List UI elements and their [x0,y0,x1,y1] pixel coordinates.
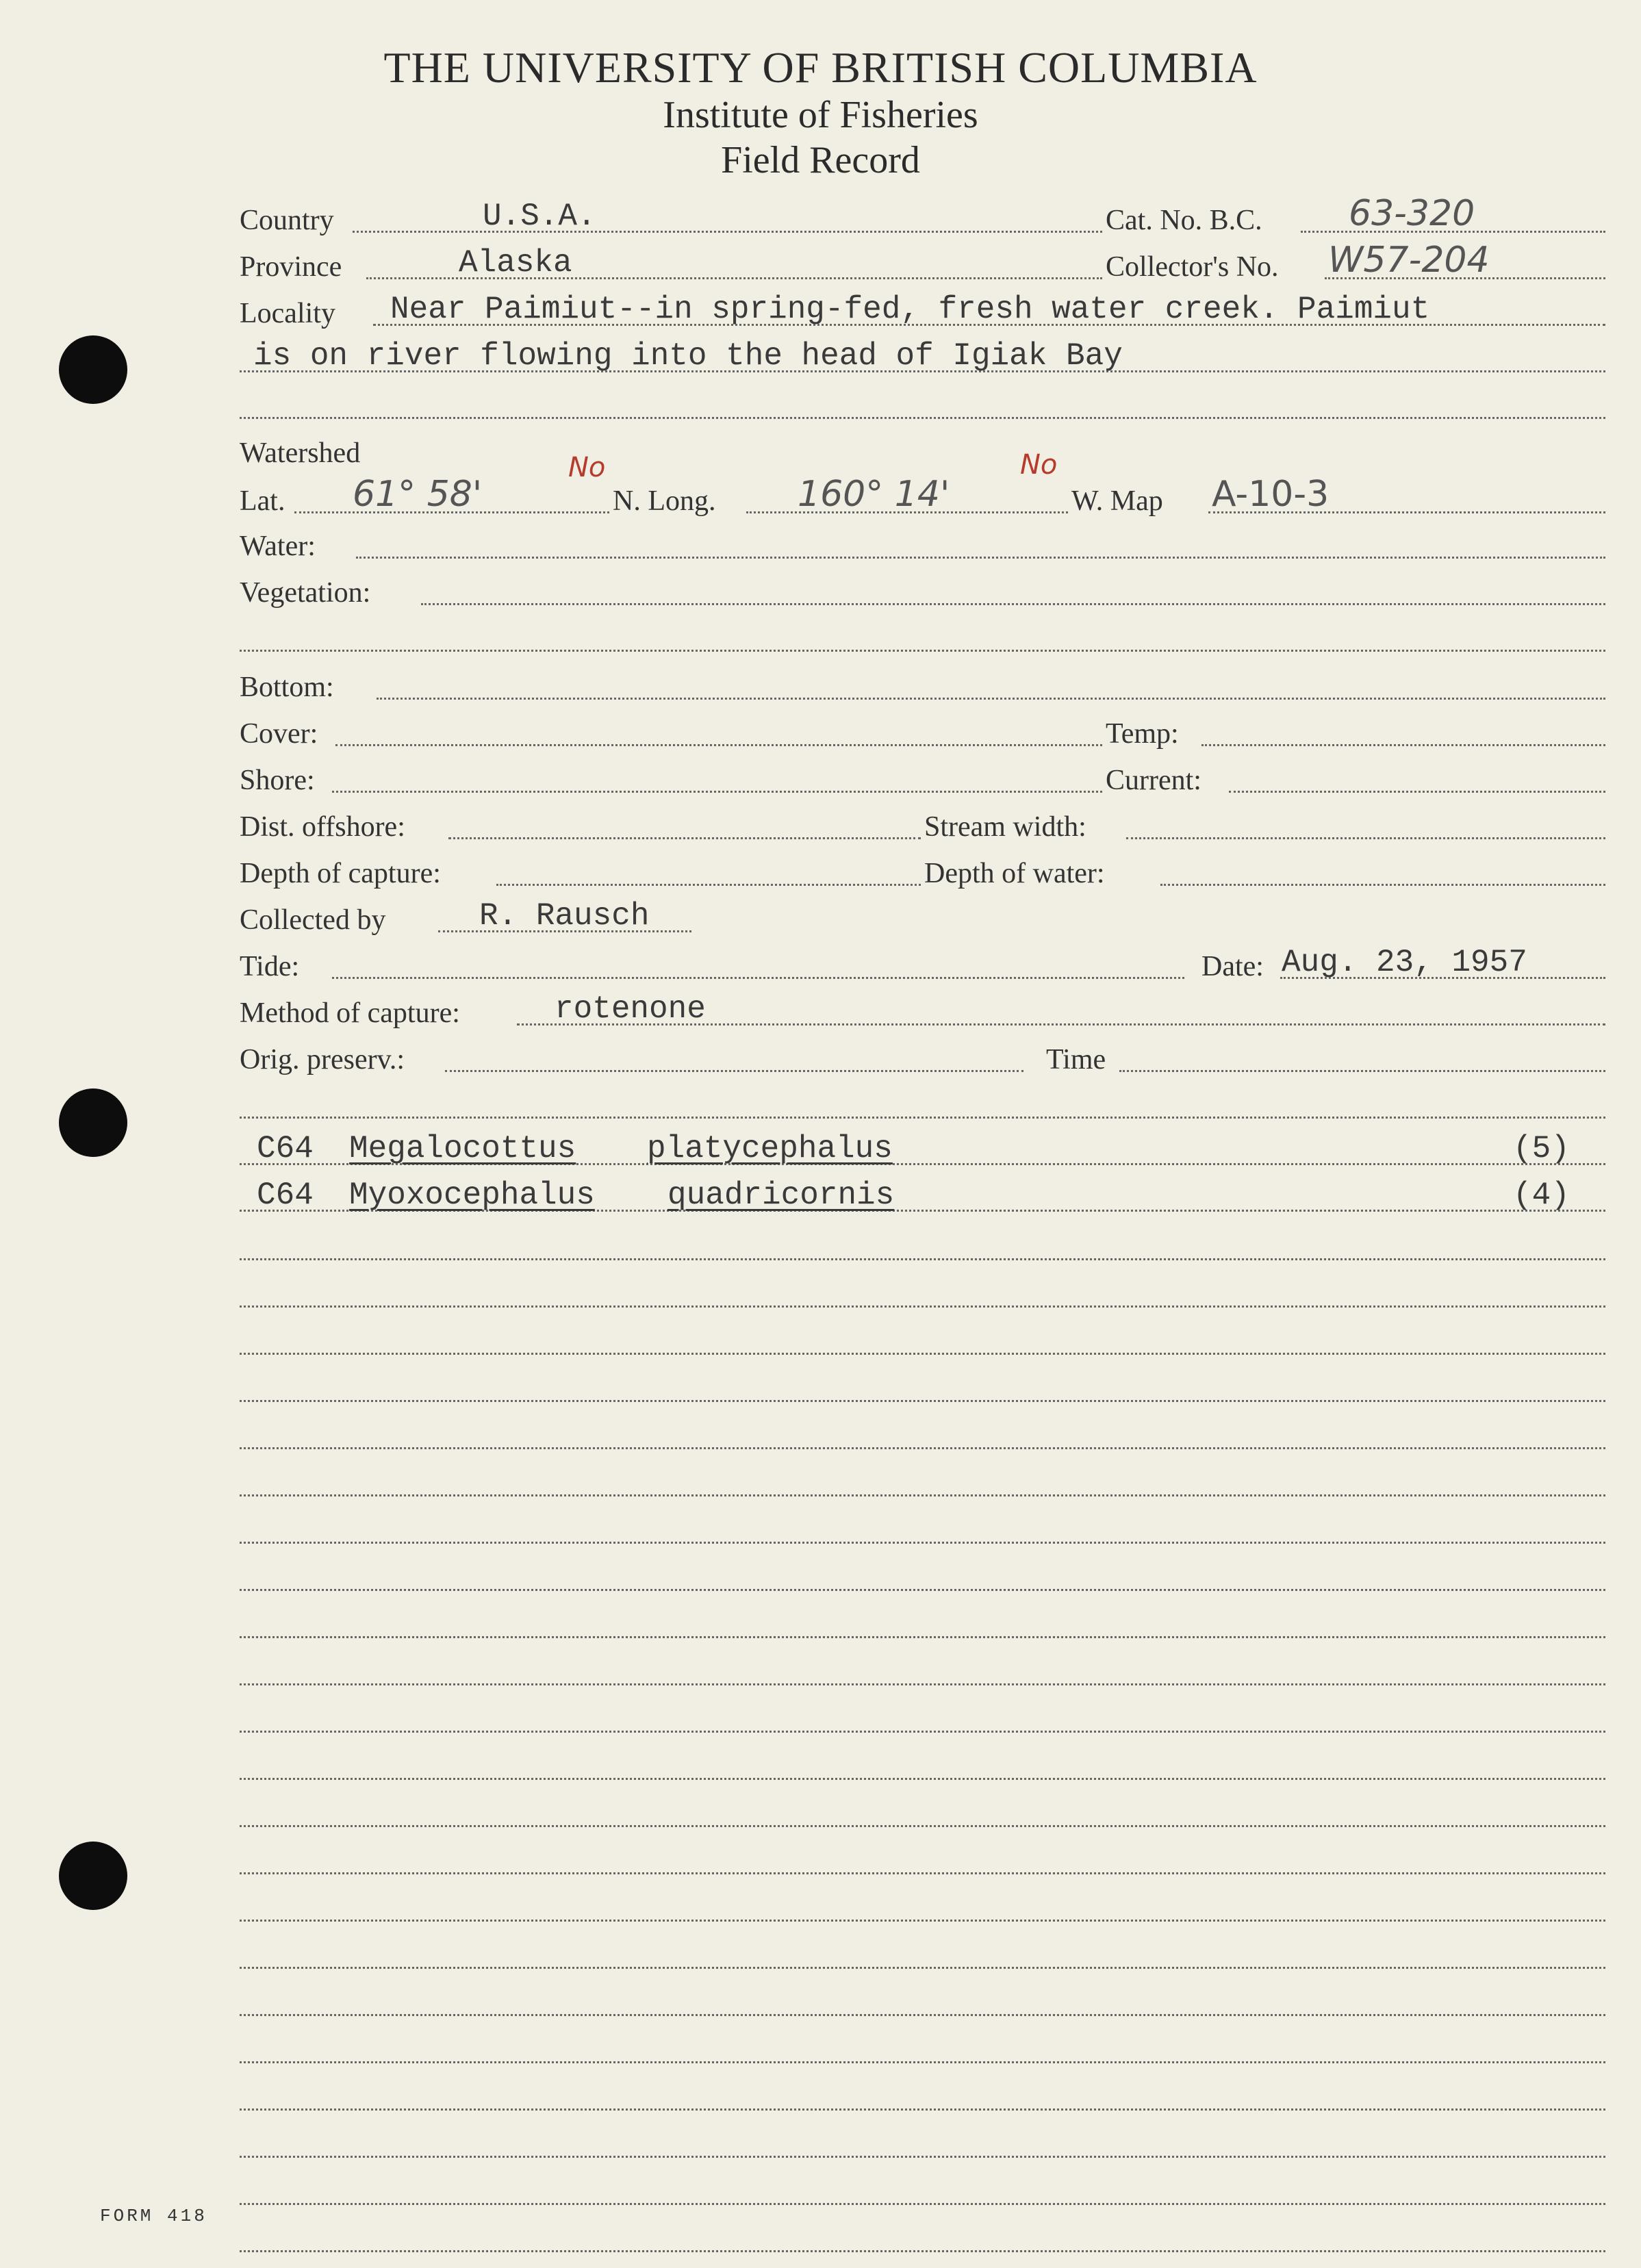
punch-hole-bottom [59,1842,127,1910]
ruled-line [240,1683,1605,1685]
orig-preserv-row [0,1038,1641,1079]
collected-by-row [0,898,1641,939]
ruled-line [240,1305,1605,1308]
country-line [353,231,1102,233]
vegetation-row [0,571,1641,612]
locality-value-2: is on river flowing into the head of Igiak Bay [253,338,1123,374]
ruled-line [240,2156,1605,2158]
lat-label: Lat. [240,485,285,517]
institute-title: Institute of Fisheries [663,94,978,136]
locality-row [0,292,1641,333]
ruled-line [240,1589,1605,1591]
collected-by-value: R. Rausch [479,898,650,934]
date-value: Aug. 23, 1957 [1282,945,1527,980]
province-value: Alaska [459,245,572,281]
bottom-line [377,698,1605,700]
long-check-mark: No [1020,449,1058,481]
shore-row [0,759,1641,800]
cover-row [0,712,1641,753]
locality-row-2 [0,338,1641,379]
ruled-line [240,1872,1605,1874]
cat-no-label: Cat. No. B.C. [1106,205,1262,236]
ruled-line [240,1542,1605,1544]
locality-label: Locality [240,298,335,329]
specimen-1-species: platycephalus [647,1131,893,1167]
ruled-line [240,2108,1605,2111]
ruled-line [240,1494,1605,1496]
ruled-line [240,2250,1605,2252]
shore-line [332,791,1102,793]
orig-preserv-label: Orig. preserv.: [240,1044,405,1075]
water-label: Water: [240,531,316,562]
water-line [356,557,1605,559]
ruled-line [240,2061,1605,2063]
method-of-capture-value: rotenone [555,991,706,1027]
ruled-line [240,1920,1605,1922]
cover-label: Cover: [240,718,318,750]
w-map-label: W. Map [1071,485,1163,517]
depth-row [0,852,1641,893]
bottom-label: Bottom: [240,672,334,703]
lat-value: 61° 58' [353,474,483,515]
time-label: Time [1046,1044,1106,1075]
specimen-row-2 [0,1177,1641,1219]
orig-preserv-line [445,1070,1023,1072]
shore-label: Shore: [240,765,315,796]
depth-of-water-label: Depth of water: [924,858,1105,889]
ruled-line [240,1636,1605,1638]
time-line [1119,1070,1605,1072]
tide-row [0,945,1641,986]
temp-label: Temp: [1106,718,1179,750]
depth-of-capture-label: Depth of capture: [240,858,441,889]
tide-label: Tide: [240,951,300,982]
ruled-line [240,1258,1605,1260]
ruled-line [240,1778,1605,1780]
ruled-line [240,1967,1605,1969]
current-line [1229,791,1605,793]
blank-row-2 [0,617,1641,659]
blank-line-2 [240,650,1605,652]
country-value: U.S.A. [483,199,596,234]
long-value: 160° 14' [798,474,950,515]
ruled-line [240,1353,1605,1355]
specimen-2-code: C64 [257,1177,314,1213]
ruled-line [240,1400,1605,1402]
province-row [0,240,1641,286]
ruled-line [240,1825,1605,1827]
country-row [0,193,1641,240]
collectors-no-label: Collector's No. [1106,251,1279,283]
vegetation-label: Vegetation: [240,577,371,609]
blank-line-3 [240,1117,1605,1119]
vegetation-line [421,603,1605,605]
n-long-label: N. Long. [613,485,716,517]
collectors-no-value: W57-204 [1328,240,1490,281]
map-value: A-10-3 [1212,474,1330,515]
date-label: Date: [1201,951,1264,982]
specimen-2-species: quadricornis [667,1177,895,1213]
specimen-2-count: (4) [1513,1177,1570,1213]
dist-offshore-line [448,837,921,839]
university-title: THE UNIVERSITY OF BRITISH COLUMBIA [383,43,1258,92]
stream-width-label: Stream width: [924,811,1086,843]
country-label: Country [240,205,334,236]
specimen-1-code: C64 [257,1131,314,1167]
method-row [0,991,1641,1032]
specimen-row-1 [0,1131,1641,1172]
dist-offshore-row [0,805,1641,846]
ruled-line [240,1447,1605,1449]
temp-line [1201,744,1605,746]
form-number: FORM 418 [100,2206,207,2226]
blank-row-1 [0,385,1641,426]
record-type-title: Field Record [721,139,920,181]
depth-of-capture-line [496,884,921,886]
ruled-line [240,1731,1605,1733]
specimen-1-count: (5) [1513,1131,1570,1167]
depth-of-water-line [1160,884,1605,886]
cat-no-value: 63-320 [1349,193,1475,234]
locality-value-1: Near Paimiut--in spring-fed, fresh water creek. Paimiut [390,292,1430,327]
water-row [0,524,1641,565]
lat-check-mark: No [568,452,606,483]
specimen-1-genus: Megalocottus [349,1131,576,1167]
cover-line [335,744,1102,746]
current-label: Current: [1106,765,1201,796]
collected-by-label: Collected by [240,904,386,936]
dist-offshore-label: Dist. offshore: [240,811,405,843]
ruled-line [240,2203,1605,2205]
blank-row-3 [0,1084,1641,1125]
bottom-row [0,665,1641,706]
ruled-line [240,2014,1605,2016]
province-label: Province [240,251,342,283]
method-of-capture-label: Method of capture: [240,997,460,1029]
tide-line [332,977,1184,979]
stream-width-line [1126,837,1605,839]
watershed-row [0,431,1641,472]
specimen-2-genus: Myoxocephalus [349,1177,595,1213]
blank-line-1 [240,417,1605,419]
watershed-label: Watershed [240,437,361,469]
